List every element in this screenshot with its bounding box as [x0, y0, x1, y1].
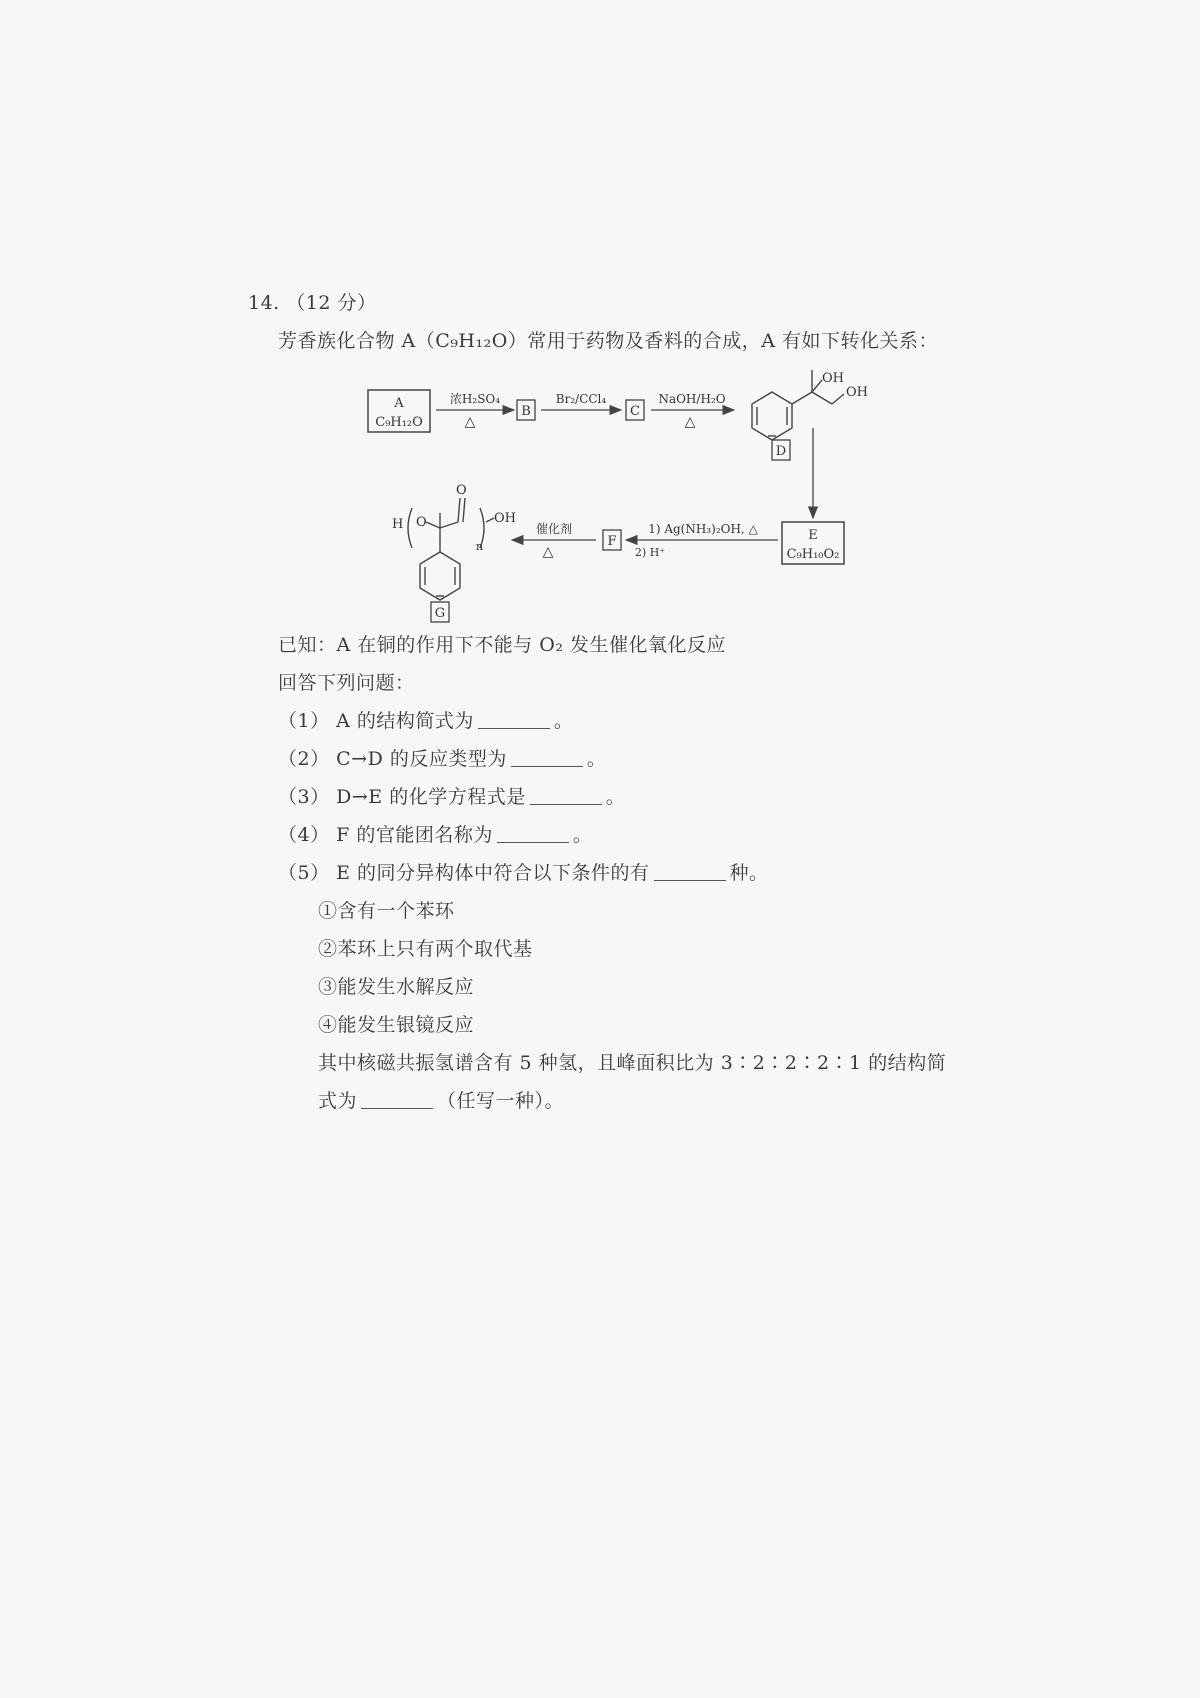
compound-f-label: F	[607, 534, 617, 549]
condition-3: ③能发生水解反应	[318, 976, 475, 998]
sub-question-4-end: 。	[572, 824, 593, 846]
sub-question-5	[278, 858, 769, 885]
condition-1: ①含有一个苯环	[318, 900, 455, 922]
compound-d-label: D	[775, 444, 787, 459]
compound-g-o: O	[416, 515, 427, 530]
condition-3: △	[684, 414, 696, 430]
answer-blank-4[interactable]	[497, 824, 569, 843]
compound-c-label: C	[630, 404, 640, 419]
compound-g-n: n	[476, 540, 484, 553]
sub-question-2-end: 。	[586, 748, 607, 770]
question-intro: 芳香族化合物 A（C₉H₁₂O）常用于药物及香料的合成，A 有如下转化关系：	[278, 330, 939, 352]
reaction-scheme	[0, 0, 1200, 640]
compound-g-label: G	[434, 606, 446, 621]
sub-question-3	[278, 782, 625, 809]
compound-d-oh1: OH	[822, 371, 844, 386]
nmr-line-1: 其中核磁共振氢谱含有 5 种氢，且峰面积比为 3∶2∶2∶2∶1 的结构简	[318, 1052, 947, 1074]
answer-blank-5[interactable]	[654, 862, 726, 881]
condition-5: △	[542, 544, 554, 560]
compound-b-label: B	[521, 404, 531, 419]
reagent-5: 催化剂	[535, 522, 573, 536]
compound-a-formula: C₉H₁₂O	[375, 415, 423, 430]
reagent-4b: 2) H⁺	[634, 546, 666, 559]
answer-blank-2[interactable]	[511, 748, 583, 767]
compound-g-oh: OH	[494, 511, 516, 526]
sub-question-4-text: （4） F 的官能团名称为	[278, 824, 493, 846]
answer-prompt: 回答下列问题：	[278, 672, 415, 694]
sub-question-3-text: （3） D→E 的化学方程式是	[278, 786, 526, 808]
condition-4: ④能发生银镜反应	[318, 1014, 475, 1036]
reagent-4a: 1) Ag(NH₃)₂OH, △	[648, 522, 758, 536]
reagent-1: 浓H₂SO₄	[449, 392, 501, 406]
nmr-line-2	[318, 1086, 564, 1113]
condition-2: ②苯环上只有两个取代基	[318, 938, 533, 960]
sub-question-1-text: （1） A 的结构简式为	[278, 710, 474, 732]
compound-a-label: A	[394, 396, 404, 411]
compound-d-oh2: OH	[846, 385, 868, 400]
question-points: （12 分）	[286, 292, 377, 314]
sub-question-5-text: （5） E 的同分异构体中符合以下条件的有	[278, 862, 650, 884]
sub-question-5-end: 种。	[729, 862, 769, 884]
compound-g-carbonyl-o: O	[456, 483, 467, 498]
condition-1: △	[464, 414, 476, 430]
sub-question-1	[278, 706, 573, 733]
sub-question-2-text: （2） C→D 的反应类型为	[278, 748, 507, 770]
compound-e-formula: C₉H₁₀O₂	[786, 547, 840, 562]
sub-question-4	[278, 820, 592, 847]
compound-g-h: H	[392, 517, 404, 532]
answer-blank-6[interactable]	[361, 1090, 433, 1109]
known-condition: 已知：A 在铜的作用下不能与 O₂ 发生催化氧化反应	[278, 634, 727, 656]
nmr-line-2-text: 式为	[318, 1090, 358, 1112]
sub-question-1-end: 。	[553, 710, 574, 732]
reagent-3: NaOH/H₂O	[658, 392, 726, 406]
answer-blank-3[interactable]	[530, 786, 602, 805]
compound-e-label: E	[808, 528, 818, 543]
nmr-line-2-end: （任写一种）。	[437, 1090, 565, 1112]
answer-blank-1[interactable]	[478, 710, 550, 729]
reagent-2: Br₂/CCl₄	[555, 392, 607, 406]
sub-question-3-end: 。	[605, 786, 626, 808]
sub-question-2	[278, 744, 606, 771]
question-number: 14.	[248, 292, 280, 314]
